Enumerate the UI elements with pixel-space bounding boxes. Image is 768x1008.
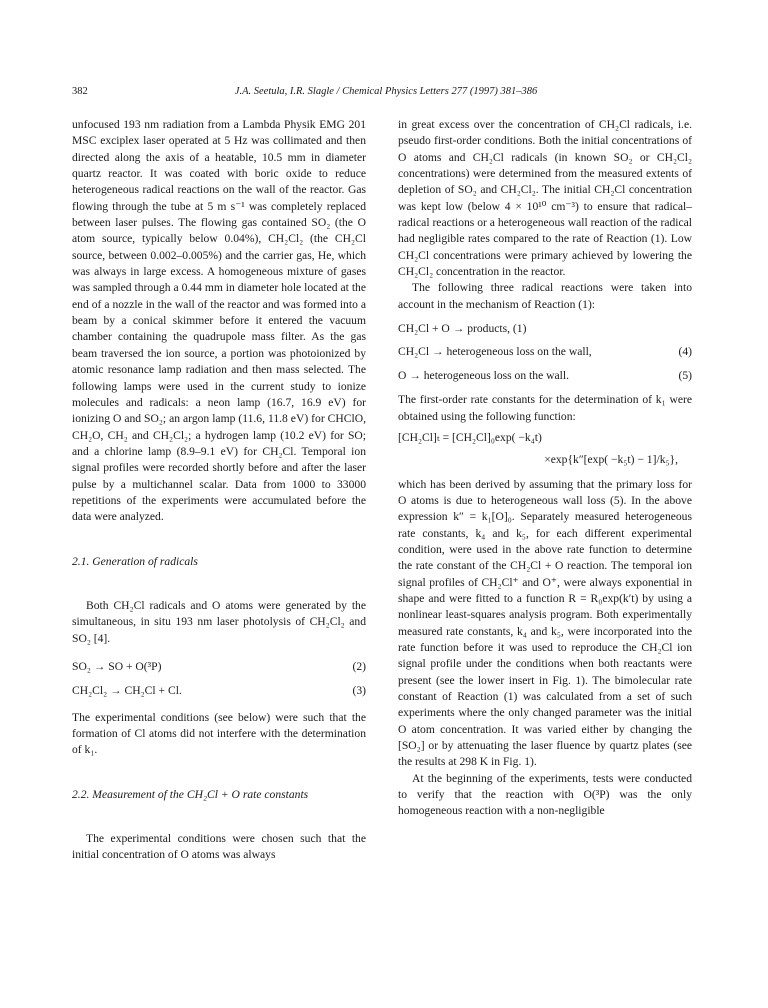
equation-2-body: SO₂ → SO + O(³P) — [72, 659, 162, 673]
paragraph-measurement-start: The experimental conditions were chosen such that the initial concentration of O atoms was always — [72, 832, 366, 862]
rate-function-line-2 — [398, 452, 678, 468]
equation-1 — [398, 321, 692, 337]
paragraph-excess: in great excess over the concentration of CH₂Cl radicals, i.e. pseudo first-order conditions. Both the initial concentrations of O atoms and CH₂Cl radicals (in known SO₂ or CH₂Cl₂ concentrations) were determined from the measured extents of depletion of SO₂ and CH₂Cl₂. The initial CH₂Cl concentration was kept low (below 4 × 10¹⁰ cm⁻³) to ensure that radical–radical reactions or a heterogeneous wall reaction of the radical had negligible rates compared to the rate of Reaction (1). Low CH₂Cl concentrations were primary achieved by lowering the CH₂Cl₂ concentration in the reactor. — [398, 118, 692, 279]
running-title: J.A. Seetula, I.R. Slagle / Chemical Physics Letters 277 (1997) 381–386 — [234, 86, 538, 97]
right-column — [398, 117, 692, 820]
paragraph-generation: Both CH₂Cl radicals and O atoms were generated by the simultaneous, in situ 193 nm laser photolysis of CH₂Cl₂ and SO₂ [4]. — [72, 598, 366, 645]
equation-4-number: (4) — [678, 345, 692, 359]
rate-function-line-1-text: [CH₂Cl]ₜ = [CH₂Cl]₀exp( −k₄t) — [398, 430, 542, 444]
left-column — [72, 117, 366, 864]
paragraph-mechanism: The following three radical reactions were taken into account in the mechanism of Reaction (1): — [398, 281, 692, 311]
equation-3-body: CH₂Cl₂ → CH₂Cl + Cl. — [72, 684, 182, 698]
equation-1-body: CH₂Cl + O → products, (1) — [398, 322, 527, 336]
section-heading-generation: 2.1. Generation of radicals — [72, 554, 198, 568]
rate-function-line-1 — [398, 430, 692, 446]
equation-5-number: (5) — [678, 368, 692, 382]
section-heading-measurement: 2.2. Measurement of the CH₂Cl + O rate constants — [72, 787, 309, 801]
equation-5-body: O → heterogeneous loss on the wall. — [398, 368, 569, 382]
equation-2-number: (2) — [352, 659, 366, 673]
page-number: 382 — [72, 86, 88, 97]
equation-5 — [398, 368, 692, 384]
paragraph-first-order: The first-order rate constants for the determination of k₁ were obtained using the following function: — [398, 393, 692, 423]
equation-3-number: (3) — [352, 684, 366, 698]
paragraph-tests: At the beginning of the experiments, tests were conducted to verify that the reaction with O(³P) was the only homogeneous reaction with a non-negligible — [398, 771, 692, 818]
paragraph-apparatus: unfocused 193 nm radiation from a Lambda Physik EMG 201 MSC exciplex laser operated at 5 Hz was collimated and then directed along the axis of a heatable, 10.5 mm in diameter quartz reactor. It was coated with boric oxide to reduce heterogeneous radical reactions on the wall of the reactor. Gas flowing through the tube at 5 m s⁻¹ was completely replaced between laser pulses. The flowing gas contained SO₂ (the O atom source, typically below 0.04%), CH₂Cl₂ (the CH₂Cl source, between 0.002–0.005%) and the carrier gas, He, which was always in large excess. A homogeneous mixture of gases was sampled through a 0.44 mm in diameter hole located at the end of a nozzle in the wall of the reactor and was formed into a beam by a conical skimmer before it entered the vacuum chamber containing the quadrupole mass filter. As the gas beam traversed the ion source, a portion was photoionized by atomic resonance lamp radiation and then mass selected. The following lamps were used in the current study to ionize molecules and radicals: a neon lamp (16.7, 16.9 eV) for ionizing O and SO₂; an argon lamp (11.6, 11.8 eV) for CHClO, CH₂O, CH₂ and CH₂Cl₂; a hydrogen lamp (10.2 eV) for SO; and a chlorine lamp (8.9–9.1 eV) for CH₂Cl. Temporal ion signal profiles were recorded shortly before and after the laser pulse by a multichannel scalar. Data from 1000 to 33000 repetitions of the experiments were accumulated before the data were analyzed. — [72, 118, 366, 524]
equation-4-body: CH₂Cl → heterogeneous loss on the wall, — [398, 345, 592, 359]
rate-function-line-2-text: ×exp{k″[exp( −k₅t) − 1]/k₅}, — [544, 453, 678, 467]
equation-3 — [72, 683, 366, 699]
equation-2 — [72, 659, 366, 675]
paragraph-conditions: The experimental conditions (see below) were such that the formation of Cl atoms did not interfere with the determination of k₁. — [72, 710, 366, 757]
paragraph-derivation: which has been derived by assuming that the primary loss for O atoms is due to heterogeneous wall loss (5). In the above expression k″ = k₁[O]₀. Separately measured heterogeneous rate constants, k₄ and k₅, for each different experimental condition, were used in the above rate function to determine the rate constant of the CH₂Cl + O reaction. The temporal ion signal profiles of CH₂Cl⁺ and O⁺, were always exponential in shape and were fitted to a function R = R₀exp(k′t) by using a nonlinear least-squares analysis program. Both experimentally measured rate constants, k₄ and k₅, were incorporated into the rate function before it was used to reproduce the CH₂Cl ion signal profile under the conditions when both reactants were present (see the lower insert in Fig. 1). The bimolecular rate constant of Reaction (1) was calculated from a set of such experiments where the only changed parameter was the initial O atom concentration. It was varied either by changing the [SO₂] or by attenuating the laser fluence by quartz plates (see the results at 298 K in Fig. 1). — [398, 477, 692, 769]
equation-4 — [398, 344, 692, 360]
page-header — [72, 86, 700, 102]
